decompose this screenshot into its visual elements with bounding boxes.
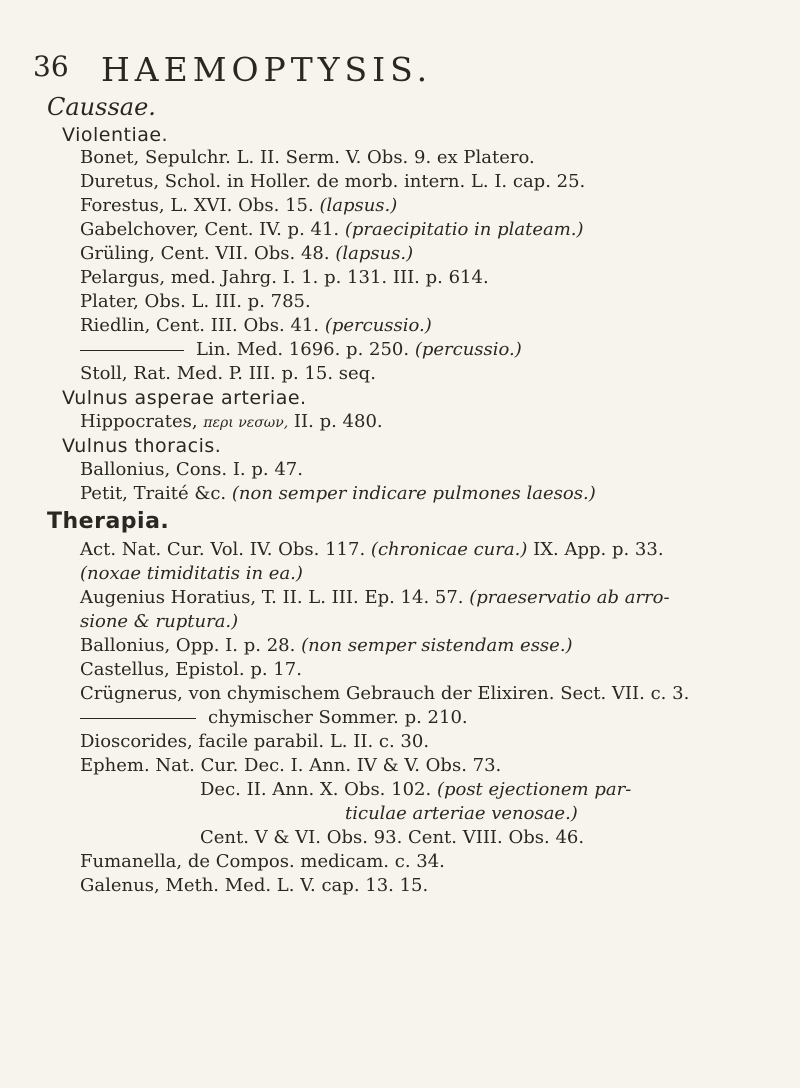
reference-note: (percussio.) bbox=[414, 339, 522, 360]
reference-line: Ballonius, Cons. I. p. 47. bbox=[80, 459, 303, 480]
reference-note: (chronicae cura.) bbox=[370, 539, 528, 560]
reference-line: Fumanella, de Compos. medicam. c. 34. bbox=[80, 851, 445, 872]
page-number: 36 bbox=[33, 50, 69, 83]
vulnus-thoracis-heading: Vulnus thoracis. bbox=[62, 435, 222, 457]
reference-line: Galenus, Meth. Med. L. V. cap. 13. 15. bbox=[80, 875, 429, 896]
ditto-rule bbox=[80, 718, 196, 719]
reference-line bbox=[80, 563, 303, 585]
reference-line: Plater, Obs. L. III. p. 785. bbox=[80, 291, 311, 312]
reference-line: Stoll, Rat. Med. P. III. p. 15. seq. bbox=[80, 363, 376, 384]
reference-note: (post ejectionem par- bbox=[436, 779, 632, 800]
reference-note: ticulae arteriae venosae.) bbox=[345, 803, 578, 824]
reference-line: Hippocrates, περι νεσων, II. p. 480. bbox=[80, 411, 383, 432]
reference-line: Dec. II. Ann. X. Obs. 102. (post ejectionem par- bbox=[200, 779, 632, 800]
reference-line bbox=[345, 803, 578, 825]
reference-note: (lapsus.) bbox=[319, 195, 398, 216]
reference-line: Dioscorides, facile parabil. L. II. c. 30. bbox=[80, 731, 430, 752]
reference-note: (non semper indicare pulmones laesos.) bbox=[231, 483, 596, 504]
reference-line: Pelargus, med. Jahrg. I. 1. p. 131. III. p. 614. bbox=[80, 267, 489, 288]
reference-line: Ballonius, Opp. I. p. 28. (non semper sistendam esse.) bbox=[80, 635, 573, 656]
reference-line: Grüling, Cent. VII. Obs. 48. (lapsus.) bbox=[80, 243, 414, 264]
reference-line: Augenius Horatius, T. II. L. III. Ep. 14. 57. (praeservatio ab arro- bbox=[80, 587, 670, 608]
reference-line: Gabelchover, Cent. IV. p. 41. (praecipitatio in plateam.) bbox=[80, 219, 584, 240]
reference-line: Forestus, L. XVI. Obs. 15. (lapsus.) bbox=[80, 195, 398, 216]
reference-line: Riedlin, Cent. III. Obs. 41. (percussio.) bbox=[80, 315, 432, 336]
reference-note: (lapsus.) bbox=[335, 243, 414, 264]
reference-line bbox=[80, 611, 238, 633]
running-title: HAEMOPTYSIS. bbox=[101, 50, 433, 89]
reference-note: (non semper sistendam esse.) bbox=[301, 635, 573, 656]
reference-line: Petit, Traité &c. (non semper indicare pulmones laesos.) bbox=[80, 483, 596, 504]
therapia-heading: Therapia. bbox=[47, 509, 170, 534]
reference-line: Act. Nat. Cur. Vol. IV. Obs. 117. (chronicae cura.) IX. App. p. 33. bbox=[80, 539, 664, 560]
reference-line: Castellus, Epistol. p. 17. bbox=[80, 659, 302, 680]
violentiae-heading: Violentiae. bbox=[62, 124, 169, 146]
page-header bbox=[33, 50, 760, 90]
reference-line: chymischer Sommer. p. 210. bbox=[80, 707, 468, 729]
reference-line: Duretus, Schol. in Holler. de morb. intern. L. I. cap. 25. bbox=[80, 171, 586, 192]
reference-line: Bonet, Sepulchr. L. II. Serm. V. Obs. 9. ex Platero. bbox=[80, 147, 535, 168]
causae-heading: Caussae. bbox=[47, 93, 156, 121]
reference-note: (percussio.) bbox=[324, 315, 432, 336]
greek-title: περι νεσων, bbox=[203, 415, 289, 431]
reference-note: (noxae timiditatis in ea.) bbox=[80, 563, 303, 584]
vulnus-asperae-heading: Vulnus asperae arteriae. bbox=[62, 387, 307, 409]
reference-line: Crügnerus, von chymischem Gebrauch der Elixiren. Sect. VII. c. 3. bbox=[80, 683, 690, 704]
reference-note: sione & ruptura.) bbox=[80, 611, 239, 632]
ditto-rule bbox=[80, 350, 184, 351]
reference-note: (praeservatio ab arro- bbox=[469, 587, 670, 608]
reference-note: (praecipitatio in plateam.) bbox=[344, 219, 584, 240]
reference-line: Ephem. Nat. Cur. Dec. I. Ann. IV & V. Obs. 73. bbox=[80, 755, 502, 776]
reference-line: Cent. V & VI. Obs. 93. Cent. VIII. Obs. 46. bbox=[200, 827, 585, 848]
reference-line: Lin. Med. 1696. p. 250. (percussio.) bbox=[80, 339, 522, 361]
